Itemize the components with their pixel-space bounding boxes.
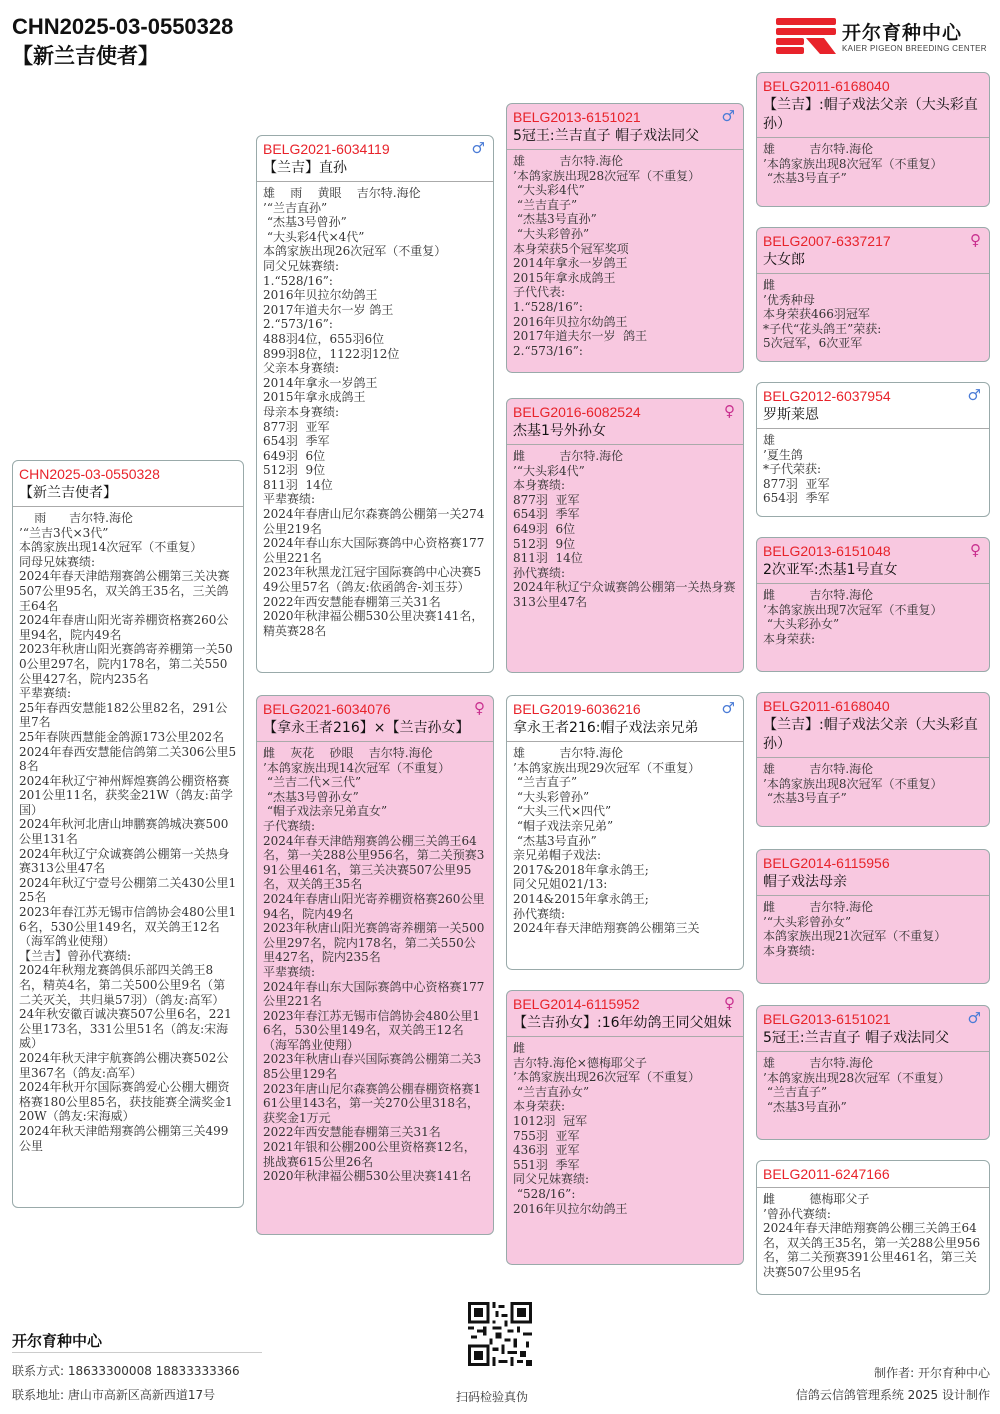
footer-org-name: 开尔育种中心 [12, 1332, 103, 1350]
pigeon-details: 雄 吉尔特.海伦 ’本鸽家族出现29次冠军（不重复） “兰吉直子” “大头彩曾孙” “大头三代×四代” “帽子戏法亲兄弟” “杰基3号直孙” 亲兄弟帽子戏法: 2017&2018年拿永鸽王; 同父兄姐021/13: 2014&2015年拿永鸽王; 孙代赛绩: 2024年春天津皓翔赛鸽公棚第三关 [513, 746, 701, 936]
pigeon-details: 雄 吉尔特.海伦 ’本鸽家族出现8次冠军（不重复） “杰基3号直子” [763, 142, 943, 186]
ring-number: BELG2011-6168040 [763, 78, 890, 94]
pigeon-title: 【新兰吉使者】 [13, 483, 243, 507]
ggp-card-8[interactable] [756, 1160, 990, 1295]
pigeon-title: 帽子戏法母亲 [757, 872, 989, 896]
female-icon: ♀ [970, 541, 981, 559]
pigeon-title: 2次亚军:杰基1号直女 [757, 560, 989, 584]
pigeon-title: 5冠王:兰吉直子 帽子戏法同父 [757, 1028, 989, 1052]
pigeon-details: 雌 ’优秀种母 本身荣获466羽冠军 *子代“花头鸽王”荣获: 5次冠军，6次亚军 [763, 278, 882, 351]
pigeon-details: 雌 吉尔特.海伦 ’本鸽家族出现7次冠军（不重复） “大头彩孙女” 本身荣获: [763, 588, 943, 646]
pigeon-details: 雌 灰花 砂眼 吉尔特.海伦 ’本鸽家族出现14次冠军（不重复） “兰吉二代×三代” “杰基3号曾孙女” “帽子戏法亲兄弟直女” 子代赛绩: 2024年春天津皓翔赛鸽公棚三关鸽王64名，第一关288公里956名，第二关预赛391公里461名，第三关决赛507公里95名，双关鸽王35名 2024年春唐山阳光寄养棚资格赛260公里94名，院内49名 2023年秋唐山阳光赛鸽寄养棚第一关500公里297名，院内178名，第二关550公里427名，院内235名 平辈赛绩: 2024年春山东大国际赛鸽中心资格赛177公里221名 2023年春江苏无锡市信鸽协会480公里16名，530公里149名，双关鸽王12名（海军鸽业使翔） 2023年秋唐山春兴国际赛鸽公棚第二关385公里129名 2023年唐山尼尔森赛鸽公棚春棚资格赛161公里143名，第一关270公里318名，获奖金1万元 2022年西安慧能春棚第三关31名 2021年银和公棚200公里资格赛12名，挑战赛615公里26名 2020年秋津福公棚530公里决赛141名 [263, 746, 485, 1184]
pigeon-details: 雌 吉尔特.海伦 ’“大头彩曾孙女” 本鸽家族出现21次冠军（不重复） 本身赛绩: [763, 900, 947, 958]
page-ring-number: CHN2025-03-0550328 [12, 14, 234, 39]
dam-dam-card[interactable] [506, 990, 744, 1265]
footer-address: 联系地址: 唐山市高新区高新西道17号 [12, 1388, 216, 1402]
female-icon: ♀ [724, 402, 735, 420]
male-icon: ♂ [967, 1009, 981, 1027]
ggp-card-7[interactable] [756, 1005, 990, 1140]
pigeon-details: 雄 吉尔特.海伦 ’本鸽家族出现8次冠军（不重复） “杰基3号直子” [763, 762, 943, 806]
ggp-card-4[interactable] [756, 537, 990, 672]
pigeon-title: 拿永王者216:帽子戏法亲兄弟 [507, 718, 743, 742]
pigeon-title: 大女郎 [757, 250, 989, 274]
footer-divider [12, 1352, 262, 1353]
ggp-card-5[interactable] [756, 692, 990, 827]
ring-number: BELG2016-6082524 [513, 404, 641, 420]
sire-card[interactable] [256, 135, 494, 673]
sire-sire-card[interactable] [506, 103, 744, 373]
pigeon-title: 【兰吉】:帽子戏法父亲（大头彩直孙） [757, 95, 989, 138]
pigeon-title: 5冠王:兰吉直子 帽子戏法同父 [507, 126, 743, 150]
pigeon-title: 【兰吉】直孙 [257, 158, 493, 182]
ring-number: BELG2011-6247166 [763, 1166, 890, 1182]
pigeon-details: 雌 德梅耶父子 ’曾孙代赛绩: 2024年春天津皓翔赛鸽公棚三关鸽王64名，双关鸽王35名，第一关288公里956名，第二关预赛391公里461名，第三关决赛507公里95名 [763, 1192, 981, 1279]
pigeon-details: 雄 吉尔特.海伦 ’本鸽家族出现28次冠军（不重复） “大头彩4代” “兰吉直子” “杰基3号直孙” “大头彩曾孙” 本身荣获5个冠军奖项 2014年拿永一岁鸽王 2015年拿永成鸽王 子代代表: 1.“528/16”: 2016年贝拉尔幼鸽王 2017年道夫尔一岁 鸽王 2.“573/16”: [513, 154, 701, 358]
male-icon: ♂ [721, 107, 735, 125]
ring-number: BELG2021-6034076 [263, 701, 391, 717]
ring-number: BELG2007-6337217 [763, 233, 891, 249]
pigeon-details: 雄 雨 黄眼 吉尔特.海伦 ’“兰吉直孙” “杰基3号曾孙” “大头彩4代×4代” 本鸽家族出现26次冠军（不重复） 同父兄妹赛绩: 1.“528/16”: 2016年贝拉尔幼鸽王 2017年道夫尔一岁 鸽王 2.“573/16”: 488羽4位，655羽6位 899羽8位，1122羽12位 父亲本身赛绩: 2014年拿永一岁鸽王 2015年拿永成鸽王 母亲本身赛绩: 877羽 亚军 654羽 季军 649羽 6位 512羽 9位 811羽 14位 平辈赛绩: 2024年春唐山尼尔森赛鸽公棚第一关274公里219名 2024年春山东大国际赛鸽中心资格赛177公里221名 2023年秋黑龙江冠宇国际赛鸽中心决赛549公里57名（鸽友:依函鸽舍-刘玉芬） 2022年西安慧能春棚第三关31名 2020年秋津福公棚530公里决赛141名，精英赛28名 [263, 186, 485, 638]
ring-number: BELG2012-6037954 [763, 388, 891, 404]
subject-card[interactable] [12, 460, 244, 1208]
ring-number: BELG2021-6034119 [263, 141, 390, 157]
logo-name-cn: 开尔育种中心 [842, 22, 963, 44]
dam-sire-card[interactable] [506, 695, 744, 970]
male-icon: ♂ [721, 699, 735, 717]
footer-system: 信鸽云信鸽管理系统 2025 设计制作 [795, 1388, 990, 1402]
ring-number: BELG2019-6036216 [513, 701, 641, 717]
pigeon-title: 【兰吉孙女】:16年幼鸽王同父姐妹 [507, 1013, 743, 1037]
page-header [12, 14, 233, 70]
male-icon: ♂ [967, 386, 981, 404]
footer-contact: 联系方式: 18633300008 18833333366 [12, 1364, 240, 1378]
brand-logo [776, 16, 986, 58]
female-icon: ♀ [474, 699, 485, 717]
kaier-logo-icon [776, 16, 836, 56]
pigeon-details: 雌 吉尔特.海伦 ’“大头彩4代” 本身赛绩: 877羽 亚军 654羽 季军 649羽 6位 512羽 9位 811羽 14位 孙代赛绩: 2024年秋辽宁众诚赛鸽公棚第一关热身赛313公里47名 [513, 449, 736, 609]
pigeon-details: 雄 ’夏生鸽 *子代荣获: 877羽 亚军 654羽 季军 [763, 433, 830, 506]
pigeon-title: 【兰吉】:帽子戏法父亲（大头彩直孙） [757, 715, 989, 758]
ring-number: CHN2025-03-0550328 [19, 466, 160, 482]
ring-number: BELG2013-6151021 [763, 1011, 891, 1027]
ggp-card-6[interactable] [756, 849, 990, 984]
qr-code-icon[interactable] [468, 1302, 532, 1366]
ggp-card-2[interactable] [756, 227, 990, 362]
ring-number: BELG2011-6168040 [763, 698, 890, 714]
pigeon-title: 罗斯莱恩 [757, 405, 989, 429]
footer-maker: 制作者: 开尔育种中心 [874, 1366, 990, 1380]
pigeon-details: 雄 吉尔特.海伦 ’本鸽家族出现28次冠军（不重复） “兰吉直子” “杰基3号直孙” [763, 1056, 951, 1114]
logo-name-en: KAIER PIGEON BREEDING CENTER [842, 44, 987, 53]
ring-number: BELG2013-6151021 [513, 109, 641, 125]
pigeon-details: 雌 吉尔特.海伦×德梅耶父子 ’本鸽家族出现26次冠军（不重复） “兰吉直孙女” 本身荣获: 1012羽 冠军 755羽 亚军 436羽 亚军 551羽 季军 同父兄妹赛绩: “528/16”: 2016年贝拉尔幼鸽王 [513, 1041, 701, 1216]
qr-label: 扫码检验真伪 [456, 1390, 529, 1404]
ring-number: BELG2014-6115952 [513, 996, 640, 1012]
male-icon: ♂ [471, 139, 485, 157]
dam-card[interactable] [256, 695, 494, 1235]
female-icon: ♀ [970, 231, 981, 249]
pigeon-title: 【拿永王者216】×【兰吉孙女】 [257, 718, 493, 742]
female-icon: ♀ [724, 994, 735, 1012]
ggp-card-1[interactable] [756, 72, 990, 207]
ring-number: BELG2013-6151048 [763, 543, 891, 559]
ggp-card-3[interactable] [756, 382, 990, 517]
page-pigeon-name: 【新兰吉使者】 [12, 44, 159, 68]
pigeon-details: 雨 吉尔特.海伦 ’“兰吉3代×3代” 本鸽家族出现14次冠军（不重复） 同母兄妹赛绩: 2024年春天津皓翔赛鸽公棚第三关决赛507公里95名，双关鸽王35名，三关鸽王64名 2024年春唐山阳光寄养棚资格赛260公里94名，院内49名 2023年秋唐山阳光赛鸽寄养棚第一关500公里297名，院内178名，第二关550公里427名，院内235名 平辈赛绩: 25年春西安慧能182公里82名，291公里7名 25年春陕西慧能金鸽源173公里202名 2024年春西安慧能信鸽第二关306公里58名 2024年秋辽宁神州辉煌赛鸽公棚资格赛201公里11名，获奖金21W（鸽友:苗学国） 2024年秋河北唐山坤鹏赛鸽城决赛500公里131名 2024年秋辽宁众诚赛鸽公棚第一关热身赛313公里47名 2024年秋辽宁壹号公棚第二关430公里125名 2023年春江苏无锡市信鸽协会480公里16名，530公里149名，双关鸽王12名（海军鸽业使翔） 【兰吉】曾孙代赛绩: 2024年秋翔龙赛鸽俱乐部四关鸽王8名，精英4名，第二关500公里9名（第二关灭关，共归巢57羽）（鸽友:高军） 24年秋安徽百诚决赛507公里6名，221公里173名，331公里51名（鸽友:宋海威） 2024年秋天津宇航赛鸽公棚决赛502公里367名（鸽友:高军） 2024年秋开尔国际赛鸽爱心公棚大棚资格赛180公里85名，获技能赛全满奖金120W（鸽友:宋海威） 2024年秋天津皓翔赛鸽公棚第三关499公里 [19, 511, 237, 1153]
sire-dam-card[interactable] [506, 398, 744, 673]
pigeon-title: 杰基1号外孙女 [507, 421, 743, 445]
ring-number: BELG2014-6115956 [763, 855, 890, 871]
